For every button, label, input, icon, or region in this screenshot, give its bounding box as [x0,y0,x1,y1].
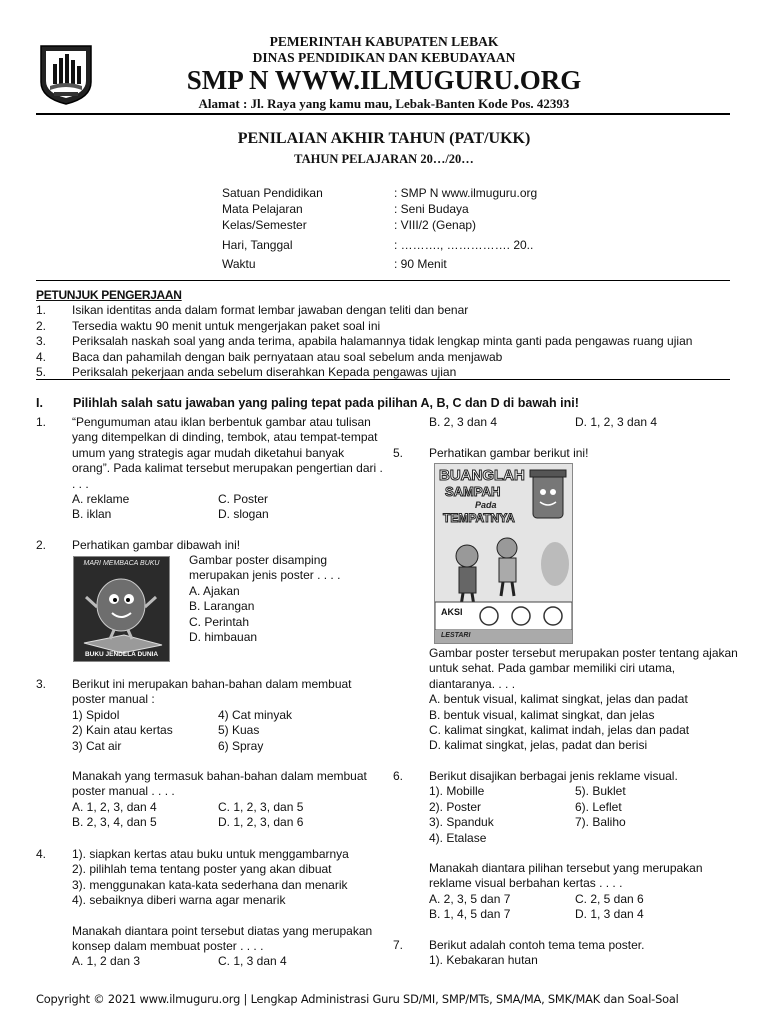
reading-poster-image [73,556,170,662]
option-c[interactable]: C. 2, 5 dan 6 [575,891,644,906]
list-item: 1). Mobille [429,784,485,799]
option-a[interactable]: A. 1, 2, 3, dan 4 [72,799,157,814]
list-item: 5) Kuas [218,723,260,738]
identity-value: : Seni Budaya [394,202,469,216]
school-logo [38,42,94,106]
option-b[interactable]: B. bentuk visual, kalimat singkat, dan jelas [429,707,655,722]
question-text: Berikut disajikan berbagai jenis reklame visual. [429,769,678,783]
question-text: poster manual : [72,692,155,707]
option-c[interactable]: C. 1, 2, 3, dan 5 [218,799,304,814]
instruction-number: 4. [36,349,47,364]
option-d[interactable]: D. 1, 3 dan 4 [575,907,644,922]
section-number: I. [36,396,43,410]
option-a[interactable]: A. 2, 3, 5 dan 7 [429,891,511,906]
question-number: 6. [393,769,404,783]
poster-title: TEMPATNYA [443,511,515,525]
option-a[interactable]: A. bentuk visual, kalimat singkat, jelas dan padat [429,692,688,707]
question-text: Gambar poster disamping [189,553,328,567]
list-item: 6) Spray [218,738,264,753]
option-b[interactable]: B. 2, 3 dan 4 [429,415,498,429]
poster-bottom-label: LESTARI [441,632,471,639]
trash-poster-image [434,463,573,644]
question-text: 1). siapkan kertas atau buku untuk menggambarnya [72,847,349,861]
question-number: 7. [393,938,404,952]
question-text: . . . [72,476,89,491]
option-b[interactable]: B. 2, 3, 4, dan 5 [72,815,157,830]
option-c[interactable]: C. 1, 3 dan 4 [218,954,287,969]
option-b[interactable]: B. Larangan [189,599,255,614]
instructions-heading: PETUNJUK PENGERJAAN [36,288,182,302]
header-rule [36,113,730,115]
list-item: 2) Kain atau kertas [72,723,173,738]
option-a[interactable]: A. reklame [72,492,130,507]
option-a[interactable]: A. Ajakan [189,583,240,598]
list-item: 3) Cat air [72,738,122,753]
question-2-side-text [189,553,340,645]
identity-label: Hari, Tanggal [222,238,293,252]
school-address: Alamat : Jl. Raya yang kamu mau, Lebak-Banten Kode Pos. 42393 [198,96,570,111]
identity-value: : VIII/2 (Genap) [394,218,477,232]
question-number: 1. [36,415,47,429]
identity-value: : SMP N www.ilmuguru.org [394,186,538,200]
instruction-text: Periksalah naskah soal yang anda terima, apabila halamannya tidak lengkap minta ganti pada pengawas ruang ujian [72,334,693,348]
question-text: reklame visual berbahan kertas . . . . [429,876,623,891]
question-number: 2. [36,538,47,552]
question-text: untuk sehat. Pada gambar memiliki ciri utama, [429,661,676,676]
question-text: merupakan jenis poster . . . . [189,568,341,583]
option-d[interactable]: D. kalimat singkat, jelas, padat dan berisi [429,738,648,753]
poster-caption-bottom: BUKU JENDELA DUNIA [84,651,159,658]
list-item: 2). Poster [429,799,482,814]
list-item: 4) Cat minyak [218,707,293,722]
option-a[interactable]: A. 1, 2 dan 3 [72,954,141,969]
list-item: 1) Spidol [72,707,120,722]
instruction-text: Isikan identitas anda dalam format lembar jawaban dengan teliti dan benar [72,303,469,317]
instruction-number: 2. [36,318,47,333]
poster-title: BUANGLAH [439,467,525,484]
school-name: SMP N WWW.ILMUGURU.ORG [186,65,582,95]
question-number: 3. [36,677,47,691]
instruction-number: 3. [36,334,47,348]
poster-title: SAMPAH [445,484,501,499]
option-d[interactable]: D. 1, 2, 3 dan 4 [575,415,658,429]
identity-label: Kelas/Semester [222,218,307,232]
option-b[interactable]: B. iklan [72,507,112,522]
instruction-text: Periksalah pekerjaan anda sebelum diserahkan Kepada pengawas ujian [72,365,457,379]
header-line1: PEMERINTAH KABUPATEN LEBAK [269,34,499,49]
list-item: 3). Spanduk [429,815,494,830]
identity-value: : ………., ……………. 20.. [394,238,534,252]
question-text: orang”. Pada kalimat tersebut merupakan pengertian dari . [72,461,383,476]
question-text: yang ditempelkan di dinding, tembok, atau tempat-tempat [72,430,378,445]
question-text: Gambar poster tersebut merupakan poster tentang ajakan [429,646,738,660]
question-text: Manakah diantara point tersebut diatas yang merupakan [72,923,373,938]
option-d[interactable]: D. himbauan [189,630,258,645]
exam-title: PENILAIAN AKHIR TAHUN (PAT/UKK) [237,130,531,147]
question-number: 4. [36,847,47,861]
instruction-text: Baca dan pahamilah dengan baik pernyataan atau soal sebelum anda menjawab [72,349,503,364]
question-number: 5. [393,446,404,460]
page-footer: Copyright © 2021 www.ilmuguru.org | Lengkap Administrasi Guru SD/MI, SMP/MTs, SMA/MA, SMK/MAK dan Soal-Soal [36,992,679,1006]
question-text: Berikut adalah contoh tema tema poster. [429,938,645,952]
question-text: diantaranya. . . . [429,676,516,691]
option-c[interactable]: C. Poster [218,492,269,507]
list-item: 6). Leflet [575,799,622,814]
question-text: umum yang strategis agar mudah diketahui banyak [72,445,345,460]
identity-value: : 90 Menit [394,257,447,271]
list-item: 4). Etalase [429,830,487,845]
identity-label: Mata Pelajaran [222,202,303,216]
question-text: “Pengumuman atau iklan berbentuk gambar atau tulisan [72,415,371,429]
option-b[interactable]: B. 1, 4, 5 dan 7 [429,907,511,922]
header-line2: DINAS PENDIDIKAN DAN KEBUDAYAAN [252,50,516,65]
question-text: Perhatikan gambar berikut ini! [429,446,589,460]
list-item: 7). Baliho [575,815,626,830]
instructions-rule [36,379,730,380]
poster-aksi-label: AKSI [441,607,463,617]
identity-label: Waktu [222,257,256,271]
question-text: 2). pilihlah tema tentang poster yang akan dibuat [72,862,332,877]
list-item: 5). Buklet [575,784,626,799]
question-text: Berikut ini merupakan bahan-bahan dalam membuat [72,677,352,691]
identity-label: Satuan Pendidikan [222,186,323,200]
instruction-number: 1. [36,303,47,317]
section-instruction: Pilihlah salah satu jawaban yang paling tepat pada pilihan A, B, C dan D di bawah ini! [73,396,579,410]
poster-title: Pada [475,500,497,510]
question-text: poster manual . . . . [72,784,175,799]
question-text: Manakah yang termasuk bahan-bahan dalam membuat [72,768,367,783]
question-text: 3). menggunakan kata-kata sederhana dan menarik [72,877,348,892]
instruction-number: 5. [36,365,47,379]
question-5-text [429,646,738,754]
identity-rule [36,280,730,281]
question-text: Manakah diantara pilihan tersebut yang merupakan [429,860,703,875]
option-c[interactable]: C. kalimat singkat, kalimat indah, jelas dan padat [429,723,690,738]
question-text: konsep dalam membuat poster . . . . [72,939,264,954]
list-item: 1). Kebakaran hutan [429,953,538,968]
exam-year: TAHUN PELAJARAN 20…/20… [294,152,474,166]
option-c[interactable]: C. Perintah [189,614,250,629]
option-d[interactable]: D. slogan [218,507,269,522]
question-text: Perhatikan gambar dibawah ini! [72,538,241,552]
question-text: 4). sebaiknya diberi warna agar menarik [72,893,286,908]
option-d[interactable]: D. 1, 2, 3, dan 6 [218,815,304,830]
instruction-text: Tersedia waktu 90 menit untuk mengerjakan paket soal ini [72,318,381,333]
question-4-continued [429,415,729,430]
poster-caption-top: MARI MEMBACA BUKU [83,560,160,567]
